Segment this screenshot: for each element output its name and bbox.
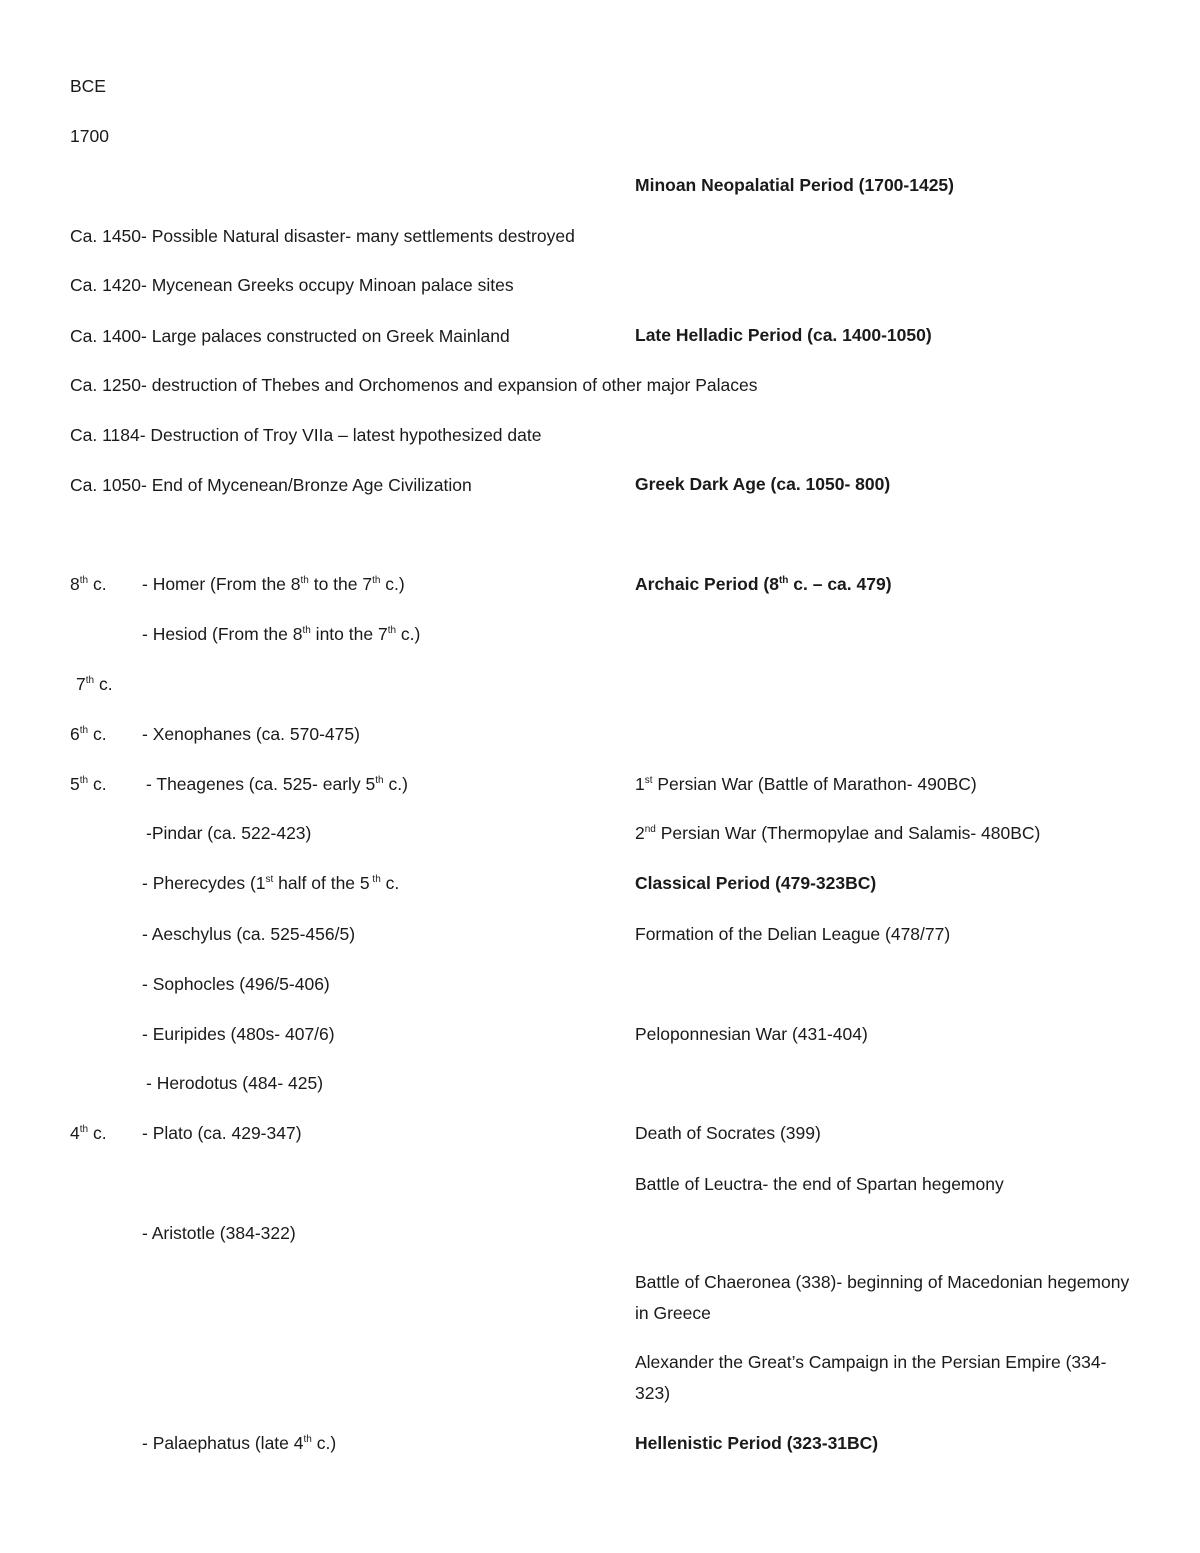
author-plato: - Plato (ca. 429-347)	[142, 1123, 302, 1143]
century-label-6th: 6th c.	[70, 724, 107, 744]
author-aristotle: - Aristotle (384-322)	[142, 1223, 296, 1243]
event-delian-league: Formation of the Delian League (478/77)	[635, 924, 951, 944]
event-1420: Ca. 1420- Mycenean Greeks occupy Minoan palace sites	[70, 275, 514, 295]
event-1184: Ca. 1184- Destruction of Troy VIIa – latest hypothesized date	[70, 425, 542, 445]
event-alexander-campaign: Alexander the Great’s Campaign in the Persian Empire (334-323)	[635, 1352, 1107, 1403]
author-pindar: -Pindar (ca. 522-423)	[146, 823, 312, 843]
author-hesiod: - Hesiod (From the 8th into the 7th c.)	[142, 624, 421, 644]
event-1250: Ca. 1250- destruction of Thebes and Orchomenos and expansion of other major Palaces	[70, 375, 758, 395]
author-euripides: - Euripides (480s- 407/6)	[142, 1024, 335, 1044]
author-herodotus: - Herodotus (484- 425)	[146, 1073, 324, 1093]
period-heading-dark-age: Greek Dark Age (ca. 1050- 800)	[635, 474, 891, 494]
author-palaephatus: - Palaephatus (late 4th c.)	[142, 1433, 337, 1453]
period-heading-minoan: Minoan Neopalatial Period (1700-1425)	[635, 175, 954, 195]
author-sophocles: - Sophocles (496/5-406)	[142, 974, 330, 994]
century-label-4th: 4th c.	[70, 1123, 107, 1143]
period-heading-late-helladic: Late Helladic Period (ca. 1400-1050)	[635, 325, 932, 345]
event-first-persian-war: 1st Persian War (Battle of Marathon- 490BC)	[635, 774, 977, 794]
century-label-5th: 5th c.	[70, 774, 107, 794]
author-theagenes: - Theagenes (ca. 525- early 5th c.)	[146, 774, 408, 794]
event-battle-of-leuctra: Battle of Leuctra- the end of Spartan hegemony	[635, 1174, 1004, 1194]
event-battle-of-chaeronea: Battle of Chaeronea (338)- beginning of Macedonian hegemony in Greece	[635, 1272, 1130, 1323]
author-aeschylus: - Aeschylus (ca. 525-456/5)	[142, 924, 356, 944]
period-heading-archaic: Archaic Period (8th c. – ca. 479)	[635, 574, 892, 594]
author-homer: - Homer (From the 8th to the 7th c.)	[142, 574, 405, 594]
author-pherecydes: - Pherecydes (1st half of the 5 $^{th}$ c.	[142, 873, 400, 893]
century-label-7th: 7th c.	[76, 674, 113, 694]
event-peloponnesian-war: Peloponnesian War (431-404)	[635, 1024, 868, 1044]
century-label-8th: 8th c.	[70, 574, 107, 594]
event-1050: Ca. 1050- End of Mycenean/Bronze Age Civilization	[70, 475, 472, 495]
era-label: BCE	[70, 76, 106, 96]
event-1400: Ca. 1400- Large palaces constructed on Greek Mainland	[70, 326, 510, 346]
period-heading-classical: Classical Period (479-323BC)	[635, 873, 877, 893]
period-heading-hellenistic: Hellenistic Period (323-31BC)	[635, 1433, 879, 1453]
event-1450: Ca. 1450- Possible Natural disaster- many settlements destroyed	[70, 226, 575, 246]
author-xenophanes: - Xenophanes (ca. 570-475)	[142, 724, 360, 744]
start-year-label: 1700	[70, 126, 109, 146]
event-second-persian-war: 2nd Persian War (Thermopylae and Salamis- 480BC)	[635, 823, 1041, 843]
event-death-of-socrates: Death of Socrates (399)	[635, 1123, 821, 1143]
